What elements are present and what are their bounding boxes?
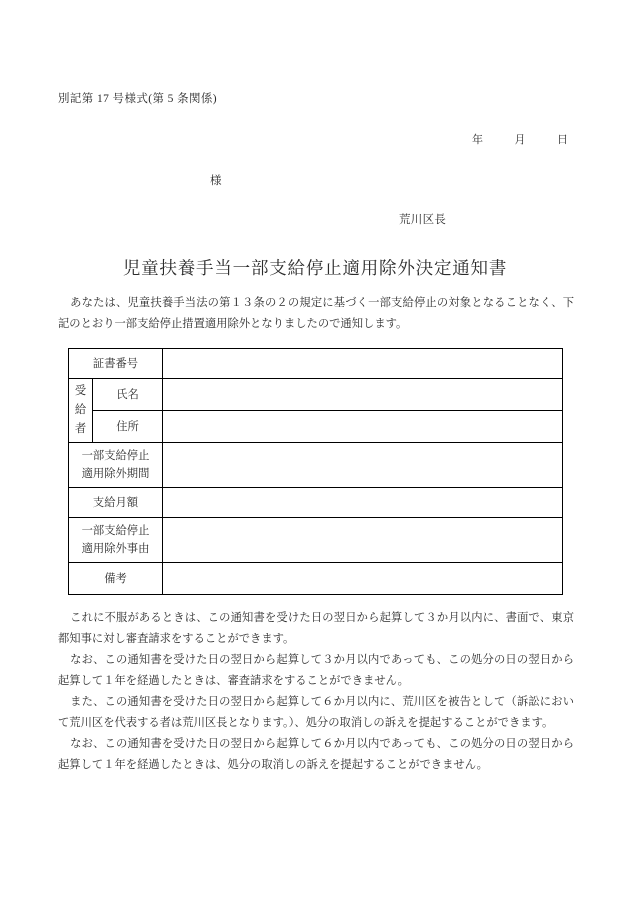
form-number: 別記第 17 号様式(第 5 条関係) (58, 93, 218, 105)
row-label-certificate-number: 証書番号 (69, 349, 163, 379)
table-row-recipient-address (69, 411, 563, 443)
row-value-monthly-amount[interactable] (163, 488, 563, 518)
row-value-name[interactable] (163, 379, 563, 411)
closing-paragraph-4 (58, 734, 574, 776)
row-label-name: 氏名 (93, 379, 163, 411)
addressee-honorific: 様 (210, 175, 222, 187)
intro-text: あなたは、児童扶養手当法の第１３条の２の規定に基づく一部支給停止の対象となることなく、下記のとおり一部支給停止措置適用除外となりましたので通知します。 (58, 297, 574, 330)
table-row-remarks (69, 563, 563, 595)
table-row-certificate-number (69, 349, 563, 379)
row-label-address: 住所 (93, 411, 163, 443)
row-label-exemption-reason: 一部支給停止 適用除外事由 (69, 518, 163, 563)
row-value-exemption-period[interactable] (163, 443, 563, 488)
table-row-monthly-amount (69, 488, 563, 518)
row-label-exemption-period: 一部支給停止 適用除外期間 (69, 443, 163, 488)
row-label-remarks: 備考 (69, 563, 163, 595)
day-label: 日 (557, 134, 568, 146)
table-row-recipient-name (69, 379, 563, 411)
month-label: 月 (514, 134, 526, 146)
table-row-exemption-period (69, 443, 563, 488)
closing-paragraph-1 (58, 608, 574, 650)
table-row-exemption-reason (69, 518, 563, 563)
row-value-remarks[interactable] (163, 563, 563, 595)
date-line (0, 131, 630, 147)
closing-paragraph-3 (58, 692, 574, 734)
intro-paragraph (58, 293, 574, 335)
closing-text-4: なお、この通知書を受けた日の翌日から起算して６か月以内であっても、この処分の日の翌日から起算して１年を経過したときは、処分の取消しの訴えを提起することができません。 (58, 738, 574, 771)
issuer-name: 荒川区長 (399, 214, 447, 226)
closing-text-3: また、この通知書を受けた日の翌日から起算して６か月以内に、荒川区を被告として（訴訟において荒川区を代表する者は荒川区長となります。）、処分の取消しの訴えを提起することができます。 (58, 696, 574, 729)
year-label: 年 (472, 134, 483, 146)
row-value-certificate-number[interactable] (163, 349, 563, 379)
row-label-monthly-amount: 支給月額 (69, 488, 163, 518)
closing-paragraphs (58, 608, 574, 776)
closing-text-1: これに不服があるときは、この通知書を受けた日の翌日から起算して３か月以内に、書面で、東京都知事に対し審査請求をすることができます。 (58, 612, 574, 645)
closing-paragraph-2 (58, 650, 574, 692)
page-title: 児童扶養手当一部支給停止適用除外決定通知書 (122, 258, 508, 278)
row-value-address[interactable] (163, 411, 563, 443)
decision-details-table (68, 348, 563, 595)
row-group-label-recipient: 受 給 者 (69, 379, 93, 443)
row-value-exemption-reason[interactable] (163, 518, 563, 563)
closing-text-2: なお、この通知書を受けた日の翌日から起算して３か月以内であっても、この処分の日の翌日から起算して１年を経過したときは、審査請求をすることができません。 (58, 654, 574, 687)
